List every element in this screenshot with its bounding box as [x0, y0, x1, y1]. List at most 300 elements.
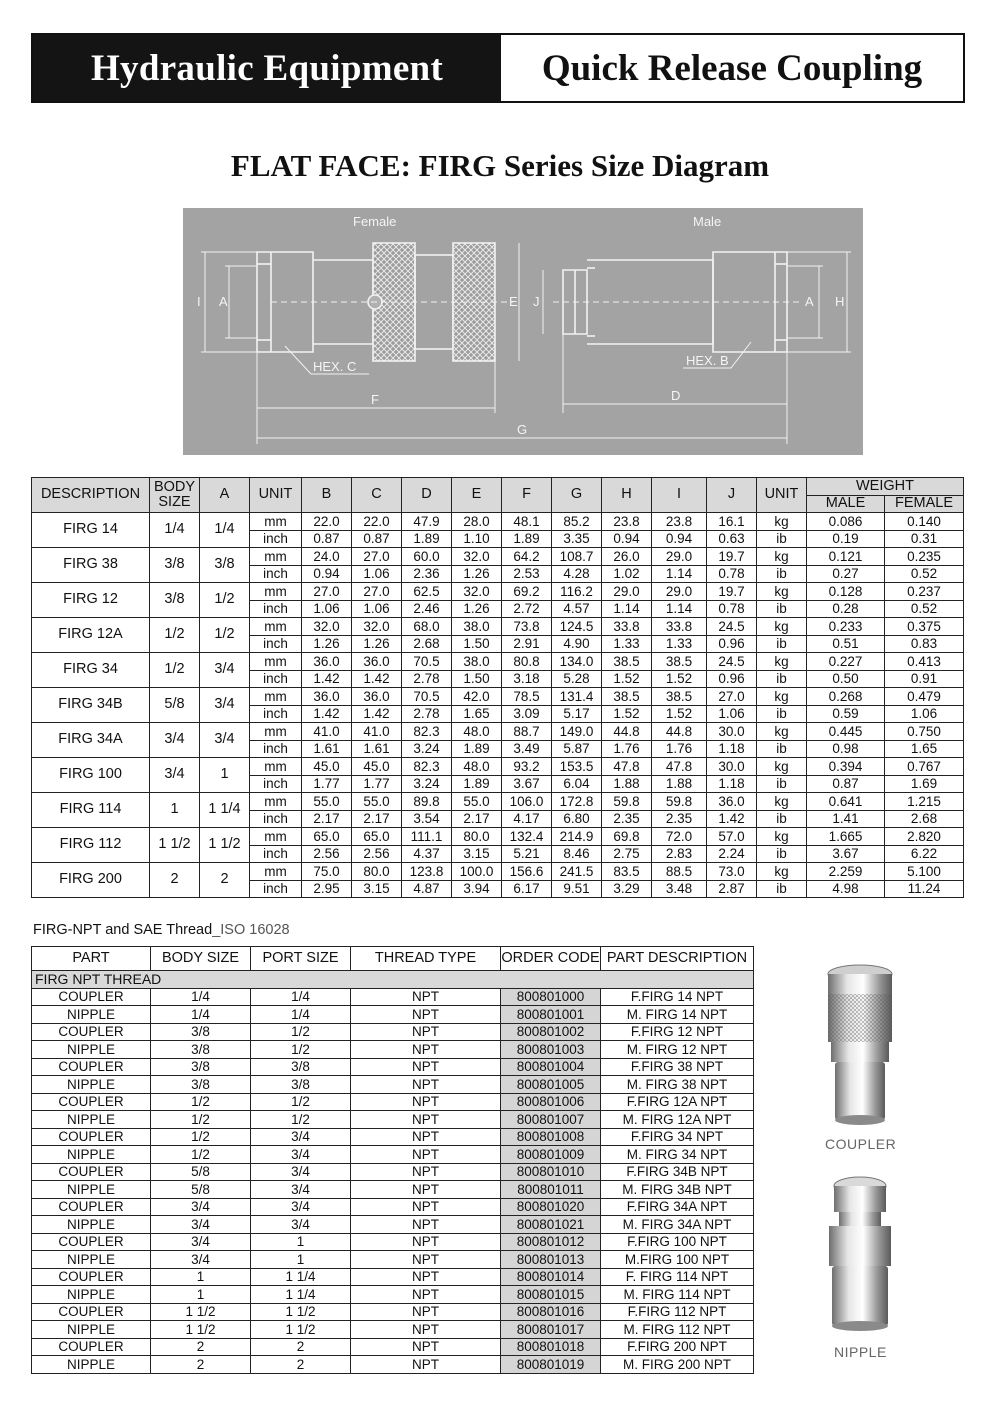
npt-table-cell: F.FIRG 100 NPT: [601, 1233, 754, 1251]
size-cell: 2.83: [652, 845, 707, 863]
female-label: Female: [353, 214, 397, 229]
size-cell: 2.820: [885, 828, 964, 846]
size-cell: 38.5: [652, 653, 707, 671]
header-weight: WEIGHT: [807, 478, 964, 496]
size-cell: 55.0: [352, 793, 402, 811]
size-cell: 47.8: [602, 758, 652, 776]
npt-table-cell: COUPLER: [32, 1093, 151, 1111]
npt-order-code: 800801004: [501, 1058, 601, 1076]
size-cell: 1.06: [707, 705, 757, 723]
npt-table-row: [32, 1128, 754, 1146]
size-cell: 11.24: [885, 880, 964, 898]
size-cell: inch: [250, 530, 302, 548]
npt-table-cell: 2: [151, 1338, 251, 1356]
size-cell: 2.56: [302, 845, 352, 863]
npt-table-cell: NPT: [351, 1233, 501, 1251]
npt-table-cell: COUPLER: [32, 1303, 151, 1321]
size-cell: 38.0: [452, 653, 502, 671]
size-cell: 1.89: [452, 740, 502, 758]
size-cell: 111.1: [402, 828, 452, 846]
npt-table-cell: M. FIRG 34B NPT: [601, 1181, 754, 1199]
size-cell: ib: [757, 880, 807, 898]
npt-table-cell: NIPPLE: [32, 1356, 151, 1374]
size-cell: 1.65: [452, 705, 502, 723]
npt-order-code: 800801015: [501, 1286, 601, 1304]
size-cell: 0.233: [807, 618, 885, 636]
size-cell: 55.0: [452, 793, 502, 811]
npt-table-cell: 1 1/2: [151, 1321, 251, 1339]
size-cell: 2.87: [707, 880, 757, 898]
size-row-mm: [32, 793, 964, 811]
size-cell: 23.8: [652, 513, 707, 531]
npt-table-cell: 3/4: [151, 1198, 251, 1216]
npt-table-cell: F.FIRG 14 NPT: [601, 988, 754, 1006]
size-cell: 30.0: [707, 758, 757, 776]
npt-table-cell: 1: [251, 1251, 351, 1269]
size-cell: 4.37: [402, 845, 452, 863]
npt-table-cell: F.FIRG 34 NPT: [601, 1128, 754, 1146]
size-cell: 0.641: [807, 793, 885, 811]
npt-heading-iso: _ISO 16028: [212, 922, 290, 938]
size-cell: 0.87: [302, 530, 352, 548]
size-cell: 48.0: [452, 758, 502, 776]
size-cell: 60.0: [402, 548, 452, 566]
size-cell: 0.87: [807, 775, 885, 793]
size-cell: 6.80: [552, 810, 602, 828]
size-cell: 88.5: [652, 863, 707, 881]
size-cell: 4.17: [502, 810, 552, 828]
size-cell: 0.121: [807, 548, 885, 566]
size-cell-body-size: 1: [150, 793, 200, 828]
size-cell: ib: [757, 565, 807, 583]
size-cell: 36.0: [302, 653, 352, 671]
size-cell-a: 1 1/4: [200, 793, 250, 828]
npt-table-cell: 1 1/4: [251, 1268, 351, 1286]
size-cell: 3.15: [352, 880, 402, 898]
npt-table-cell: 1/4: [251, 988, 351, 1006]
size-cell: 2.78: [402, 705, 452, 723]
npt-table-cell: NIPPLE: [32, 1216, 151, 1234]
size-cell: 1.02: [602, 565, 652, 583]
npt-table-row: [32, 1233, 754, 1251]
size-cell: 153.5: [552, 758, 602, 776]
size-cell: 45.0: [302, 758, 352, 776]
size-cell: inch: [250, 845, 302, 863]
size-cell: 5.87: [552, 740, 602, 758]
header-i: I: [652, 478, 707, 513]
size-cell: 149.0: [552, 723, 602, 741]
nipple-caption: NIPPLE: [834, 1344, 887, 1360]
npt-order-code: 800801003: [501, 1041, 601, 1059]
size-cell: 42.0: [452, 688, 502, 706]
npt-table-row: [32, 1041, 754, 1059]
size-cell: 1.52: [652, 705, 707, 723]
size-cell-a: 1/4: [200, 513, 250, 548]
size-cell: 3.24: [402, 775, 452, 793]
size-cell-description: FIRG 100: [32, 758, 150, 793]
size-cell: ib: [757, 740, 807, 758]
npt-table-cell: NPT: [351, 1216, 501, 1234]
size-cell: 82.3: [402, 723, 452, 741]
npt-table-cell: COUPLER: [32, 1268, 151, 1286]
size-cell: 1.42: [352, 670, 402, 688]
npt-table-row: [32, 1251, 754, 1269]
npt-table-cell: 1: [151, 1286, 251, 1304]
npt-header-cell: PART: [32, 947, 151, 971]
size-cell: 24.5: [707, 653, 757, 671]
size-cell-body-size: 3/4: [150, 758, 200, 793]
size-cell: mm: [250, 583, 302, 601]
hex-b-label: HEX. B: [686, 353, 729, 368]
size-cell: mm: [250, 653, 302, 671]
size-cell: mm: [250, 688, 302, 706]
size-cell: mm: [250, 723, 302, 741]
size-cell: 48.0: [452, 723, 502, 741]
size-cell: 0.140: [885, 513, 964, 531]
size-cell: 3.24: [402, 740, 452, 758]
coupler-caption: COUPLER: [825, 1136, 897, 1152]
npt-order-code: 800801016: [501, 1303, 601, 1321]
npt-table-cell: 1 1/2: [251, 1303, 351, 1321]
size-cell: 73.8: [502, 618, 552, 636]
npt-order-code: 800801005: [501, 1076, 601, 1094]
size-diagram-drawing: [183, 208, 863, 455]
header-a: A: [200, 478, 250, 513]
npt-order-table: [31, 946, 754, 1374]
dim-label-g: G: [517, 422, 528, 437]
size-cell: 32.0: [452, 583, 502, 601]
npt-order-code: 800801009: [501, 1146, 601, 1164]
size-cell: 0.19: [807, 530, 885, 548]
size-cell: 55.0: [302, 793, 352, 811]
size-cell: 4.28: [552, 565, 602, 583]
size-cell: 48.1: [502, 513, 552, 531]
npt-table-row: [32, 1058, 754, 1076]
npt-table-cell: 2: [251, 1338, 351, 1356]
size-cell: 4.87: [402, 880, 452, 898]
size-cell: 0.96: [707, 635, 757, 653]
size-cell: 38.0: [452, 618, 502, 636]
npt-table-cell: NPT: [351, 1006, 501, 1024]
size-cell: ib: [757, 670, 807, 688]
size-row-mm: [32, 653, 964, 671]
size-cell: 0.445: [807, 723, 885, 741]
size-cell: 2.35: [602, 810, 652, 828]
size-row-mm: [32, 618, 964, 636]
size-cell: 1.61: [302, 740, 352, 758]
size-cell: 0.375: [885, 618, 964, 636]
size-cell: 3.48: [652, 880, 707, 898]
npt-table-cell: NIPPLE: [32, 1146, 151, 1164]
npt-table-cell: 5/8: [151, 1181, 251, 1199]
size-cell: 75.0: [302, 863, 352, 881]
npt-order-code: 800801012: [501, 1233, 601, 1251]
size-cell: 1.52: [652, 670, 707, 688]
size-cell: 1.69: [885, 775, 964, 793]
npt-table-cell: 3/8: [251, 1076, 351, 1094]
npt-table-row: [32, 1356, 754, 1374]
npt-table-row: [32, 1146, 754, 1164]
size-cell: 0.78: [707, 565, 757, 583]
npt-table-cell: COUPLER: [32, 1233, 151, 1251]
size-cell: 0.94: [602, 530, 652, 548]
size-cell: 0.50: [807, 670, 885, 688]
npt-table-cell: NIPPLE: [32, 1006, 151, 1024]
size-cell: 0.87: [352, 530, 402, 548]
size-cell: 1.06: [885, 705, 964, 723]
size-cell: 0.767: [885, 758, 964, 776]
npt-table-cell: F.FIRG 12A NPT: [601, 1093, 754, 1111]
size-cell: 132.4: [502, 828, 552, 846]
size-cell: 47.9: [402, 513, 452, 531]
npt-order-code: 800801006: [501, 1093, 601, 1111]
size-cell: 65.0: [352, 828, 402, 846]
size-cell: 0.237: [885, 583, 964, 601]
npt-table-cell: COUPLER: [32, 988, 151, 1006]
size-cell: 27.0: [352, 583, 402, 601]
male-label: Male: [693, 214, 722, 229]
npt-table-cell: NPT: [351, 1076, 501, 1094]
header-unit: UNIT: [250, 478, 302, 513]
coupler-photo: [815, 962, 905, 1130]
size-cell: 93.2: [502, 758, 552, 776]
size-cell-a: 1/2: [200, 618, 250, 653]
npt-table-cell: 3/4: [251, 1216, 351, 1234]
npt-order-code: 800801002: [501, 1023, 601, 1041]
size-cell: 134.0: [552, 653, 602, 671]
size-cell: 36.0: [352, 653, 402, 671]
npt-table-cell: NPT: [351, 1041, 501, 1059]
size-cell: 2.95: [302, 880, 352, 898]
dim-label-a-right: A: [805, 294, 814, 309]
npt-table-cell: 1/2: [151, 1111, 251, 1129]
size-cell-a: 3/4: [200, 653, 250, 688]
size-cell: 28.0: [452, 513, 502, 531]
size-cell: 72.0: [652, 828, 707, 846]
size-cell: 1.33: [652, 635, 707, 653]
size-cell: 44.8: [602, 723, 652, 741]
npt-table-cell: COUPLER: [32, 1023, 151, 1041]
size-cell: kg: [757, 723, 807, 741]
size-cell: 2.17: [302, 810, 352, 828]
size-cell: mm: [250, 863, 302, 881]
size-cell: 1.14: [652, 565, 707, 583]
size-cell: 0.235: [885, 548, 964, 566]
size-cell: kg: [757, 688, 807, 706]
size-cell: 24.0: [302, 548, 352, 566]
size-cell: 33.8: [602, 618, 652, 636]
size-cell: 80.0: [452, 828, 502, 846]
size-cell-body-size: 2: [150, 863, 200, 898]
npt-table-row: [32, 1321, 754, 1339]
header-g: G: [552, 478, 602, 513]
npt-header-cell: PART DESCRIPTION: [601, 947, 754, 971]
size-cell: 29.0: [652, 583, 707, 601]
page-title: FLAT FACE: FIRG Series Size Diagram: [230, 148, 770, 183]
size-cell: 1.42: [707, 810, 757, 828]
size-cell: 1.26: [452, 600, 502, 618]
size-cell: 3.67: [807, 845, 885, 863]
size-cell: 2.56: [352, 845, 402, 863]
size-cell: 33.8: [652, 618, 707, 636]
size-row-mm: [32, 758, 964, 776]
size-cell: 108.7: [552, 548, 602, 566]
size-cell-a: 3/8: [200, 548, 250, 583]
size-cell: 83.5: [602, 863, 652, 881]
npt-table-cell: 3/4: [251, 1163, 351, 1181]
size-cell: 2.17: [452, 810, 502, 828]
dim-label-f: F: [371, 392, 379, 407]
npt-table-cell: NPT: [351, 1268, 501, 1286]
npt-table-cell: F.FIRG 38 NPT: [601, 1058, 754, 1076]
npt-table-cell: 1: [251, 1233, 351, 1251]
npt-group-label: FIRG NPT THREAD: [32, 971, 754, 989]
size-cell-description: FIRG 112: [32, 828, 150, 863]
npt-table-row: [32, 1303, 754, 1321]
size-cell-body-size: 1/2: [150, 653, 200, 688]
npt-table-row: [32, 1023, 754, 1041]
npt-table-row: [32, 1338, 754, 1356]
size-cell: 80.8: [502, 653, 552, 671]
size-cell: 26.0: [602, 548, 652, 566]
npt-table-cell: 3/8: [251, 1058, 351, 1076]
size-cell: 32.0: [302, 618, 352, 636]
size-cell: 123.8: [402, 863, 452, 881]
size-cell: 29.0: [652, 548, 707, 566]
size-cell: 0.268: [807, 688, 885, 706]
npt-table-cell: NPT: [351, 1251, 501, 1269]
size-cell: 2.68: [885, 810, 964, 828]
dim-label-a-left: A: [219, 294, 228, 309]
header-banner: [31, 33, 965, 103]
size-cell: 23.8: [602, 513, 652, 531]
size-cell-description: FIRG 38: [32, 548, 150, 583]
size-cell: 1.14: [652, 600, 707, 618]
size-cell: kg: [757, 758, 807, 776]
size-cell: 1.88: [602, 775, 652, 793]
size-cell: kg: [757, 863, 807, 881]
size-cell: 62.5: [402, 583, 452, 601]
size-cell: 2.259: [807, 863, 885, 881]
size-cell: ib: [757, 530, 807, 548]
npt-table-cell: 3/4: [151, 1233, 251, 1251]
size-cell: inch: [250, 705, 302, 723]
size-cell: 0.63: [707, 530, 757, 548]
npt-table-cell: M. FIRG 200 NPT: [601, 1356, 754, 1374]
size-cell-description: FIRG 12A: [32, 618, 150, 653]
npt-table-row: [32, 1076, 754, 1094]
size-cell: 0.394: [807, 758, 885, 776]
size-cell: 70.5: [402, 653, 452, 671]
size-cell: 1.50: [452, 670, 502, 688]
size-cell: mm: [250, 548, 302, 566]
size-cell: 0.51: [807, 635, 885, 653]
npt-table-cell: 3/4: [251, 1128, 351, 1146]
npt-table-cell: NPT: [351, 1058, 501, 1076]
dim-label-e: E: [509, 294, 518, 309]
size-cell: 3.94: [452, 880, 502, 898]
size-row-mm: [32, 513, 964, 531]
size-cell: 80.0: [352, 863, 402, 881]
size-cell: mm: [250, 758, 302, 776]
size-cell-a: 1/2: [200, 583, 250, 618]
npt-table-cell: NPT: [351, 1146, 501, 1164]
size-cell: 1.42: [302, 670, 352, 688]
size-cell: 3.18: [502, 670, 552, 688]
npt-table-cell: 1/4: [151, 988, 251, 1006]
size-cell: 27.0: [352, 548, 402, 566]
size-cell: 1.665: [807, 828, 885, 846]
header-d: D: [402, 478, 452, 513]
npt-order-code: 800801000: [501, 988, 601, 1006]
npt-table-cell: NPT: [351, 1111, 501, 1129]
size-cell: kg: [757, 513, 807, 531]
size-cell: 3.49: [502, 740, 552, 758]
size-cell: kg: [757, 583, 807, 601]
size-cell: 70.5: [402, 688, 452, 706]
size-cell: kg: [757, 793, 807, 811]
size-cell: mm: [250, 513, 302, 531]
header-b: B: [302, 478, 352, 513]
size-cell: kg: [757, 653, 807, 671]
size-cell: 6.04: [552, 775, 602, 793]
npt-table-row: [32, 988, 754, 1006]
npt-table-cell: 1/2: [251, 1111, 351, 1129]
size-cell: 1.06: [352, 565, 402, 583]
size-cell: ib: [757, 775, 807, 793]
npt-table-cell: 1/2: [151, 1093, 251, 1111]
npt-table-cell: 1: [151, 1268, 251, 1286]
size-cell: 69.8: [602, 828, 652, 846]
size-cell: kg: [757, 828, 807, 846]
size-cell: 22.0: [352, 513, 402, 531]
npt-table-cell: 2: [151, 1356, 251, 1374]
size-cell: 3.09: [502, 705, 552, 723]
size-cell: 1.61: [352, 740, 402, 758]
size-cell-a: 1: [200, 758, 250, 793]
size-cell: ib: [757, 600, 807, 618]
npt-table-cell: NIPPLE: [32, 1111, 151, 1129]
size-cell: 1.65: [885, 740, 964, 758]
npt-table-cell: NPT: [351, 1181, 501, 1199]
size-cell: 0.96: [707, 670, 757, 688]
npt-heading-text: FIRG-NPT and SAE Thread: [33, 922, 213, 938]
size-cell: 1.18: [707, 740, 757, 758]
npt-order-code: 800801021: [501, 1216, 601, 1234]
npt-table-cell: 3/8: [151, 1076, 251, 1094]
npt-table-cell: 1/2: [251, 1023, 351, 1041]
size-cell: 2.24: [707, 845, 757, 863]
npt-table-cell: F.FIRG 12 NPT: [601, 1023, 754, 1041]
size-cell-description: FIRG 34A: [32, 723, 150, 758]
size-cell: 5.100: [885, 863, 964, 881]
npt-header-cell: BODY SIZE: [151, 947, 251, 971]
size-cell: mm: [250, 618, 302, 636]
npt-table-cell: M. FIRG 34 NPT: [601, 1146, 754, 1164]
size-cell: 1.42: [302, 705, 352, 723]
dim-label-d: D: [671, 388, 681, 403]
size-cell-body-size: 1/4: [150, 513, 200, 548]
size-cell: 1.89: [502, 530, 552, 548]
npt-table-cell: NIPPLE: [32, 1181, 151, 1199]
npt-group-row: [32, 971, 754, 989]
size-cell: kg: [757, 548, 807, 566]
size-cell: 0.94: [652, 530, 707, 548]
size-cell-body-size: 1/2: [150, 618, 200, 653]
npt-table-cell: NPT: [351, 1321, 501, 1339]
size-cell: 0.98: [807, 740, 885, 758]
npt-table-cell: NPT: [351, 1356, 501, 1374]
